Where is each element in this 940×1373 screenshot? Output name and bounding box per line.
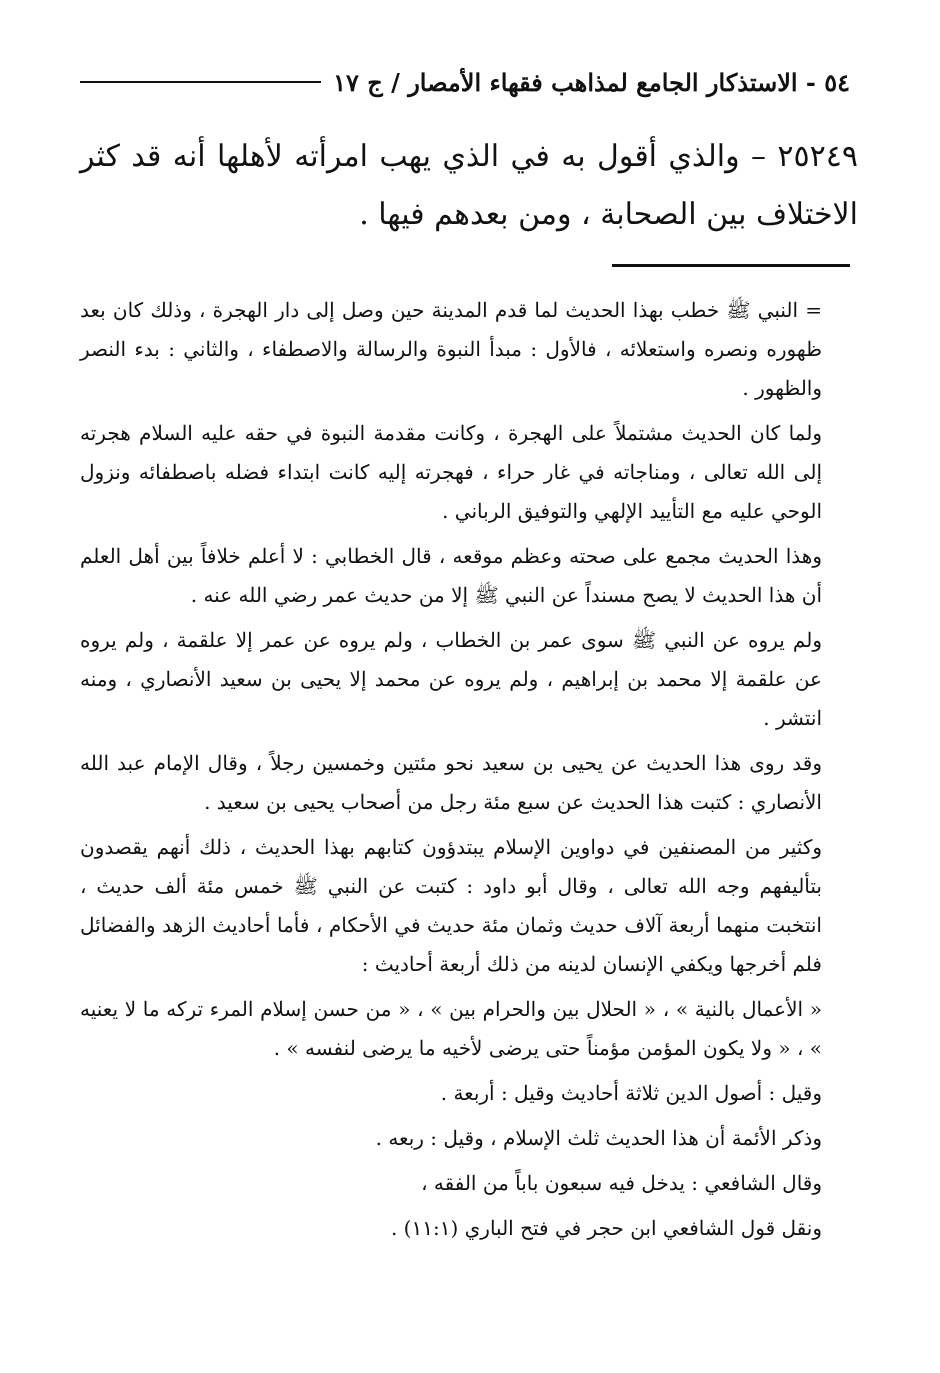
footnote-paragraph: ونقل قول الشافعي ابن حجر في فتح الباري (١١:١) . — [390, 1216, 822, 1240]
footnote-paragraph: « الأعمال بالنية » ، « الحلال بين والحرام بين » ، « من حسن إسلام المرء تركه ما لا يعنيه » ، « ولا يكون المؤمن مؤمناً حتى يرضى لأخيه ما يرضى لنفسه » . — [80, 997, 822, 1060]
main-text — [80, 128, 858, 244]
footnote-separator — [612, 264, 850, 267]
footnote-paragraph: ولما كان الحديث مشتملاً على الهجرة ، وكانت مقدمة النبوة في حقه عليه السلام هجرته إلى الله تعالى ، ومناجاته في غار حراء ، فهجرته إليه كانت ابتداء فضله باصطفائه ونزول الوحي عليه مع التأييد الإلهي والتوفيق الرباني . — [80, 421, 822, 523]
footnote-paragraph: وكثير من المصنفين في دواوين الإسلام يبتدؤون كتابهم بهذا الحديث ، ذلك أنهم يقصدون بتأليفهم وجه الله تعالى ، وقال أبو داود : كتبت عن النبي ﷺ خمس مئة ألف حديث ، انتخبت منهما أربعة آلاف حديث وثمان مئة حديث في الأحكام ، فأما أحاديث الزهد والفضائل فلم أخرجها ويكفي الإنسان لدينه من ذلك أربعة أحاديث : — [80, 835, 822, 976]
running-header — [80, 62, 850, 102]
footnote-paragraph: وقال الشافعي : يدخل فيه سبعون باباً من الفقه ، — [421, 1171, 822, 1195]
main-paragraph: ٢٥٢٤٩ – والذي أقول به في الذي يهب امرأته لأهلها أنه قد كثر الاختلاف بين الصحابة ، ومن بعدهم فيها . — [80, 139, 858, 232]
footnotes — [80, 291, 822, 1254]
header-title: ٥٤ - الاستذكار الجامع لمذاهب فقهاء الأمصار / ج ١٧ — [333, 67, 850, 97]
header-rule — [80, 81, 321, 83]
footnote-paragraph: وهذا الحديث مجمع على صحته وعظم موقعه ، قال الخطابي : لا أعلم خلافاً بين أهل العلم أن هذا الحديث لا يصح مسنداً عن النبي ﷺ إلا من حديث عمر رضي الله عنه . — [80, 544, 822, 607]
footnote-paragraph: وقيل : أصول الدين ثلاثة أحاديث وقيل : أربعة . — [440, 1081, 822, 1105]
footnote-paragraph: ولم يروه عن النبي ﷺ سوى عمر بن الخطاب ، ولم يروه عن عمر إلا علقمة ، ولم يروه عن علقمة إلا محمد بن إبراهيم ، ولم يروه عن محمد إلا يحيى بن سعيد الأنصاري ، ومنه انتشر . — [80, 628, 822, 730]
footnote-paragraph: وذكر الأئمة أن هذا الحديث ثلث الإسلام ، وقيل : ربعه . — [375, 1126, 822, 1150]
footnote-paragraph: وقد روى هذا الحديث عن يحيى بن سعيد نحو مئتين وخمسين رجلاً ، وقال الإمام عبد الله الأنصاري : كتبت هذا الحديث عن سبع مئة رجل من أصحاب يحيى بن سعيد . — [80, 751, 822, 814]
footnote-paragraph: = النبي ﷺ خطب بهذا الحديث لما قدم المدينة حين وصل إلى دار الهجرة ، وذلك كان بعد ظهوره ونصره واستعلائه ، فالأول : مبدأ النبوة والرسالة والاصطفاء ، والثاني : بدء النصر والظهور . — [80, 298, 822, 400]
